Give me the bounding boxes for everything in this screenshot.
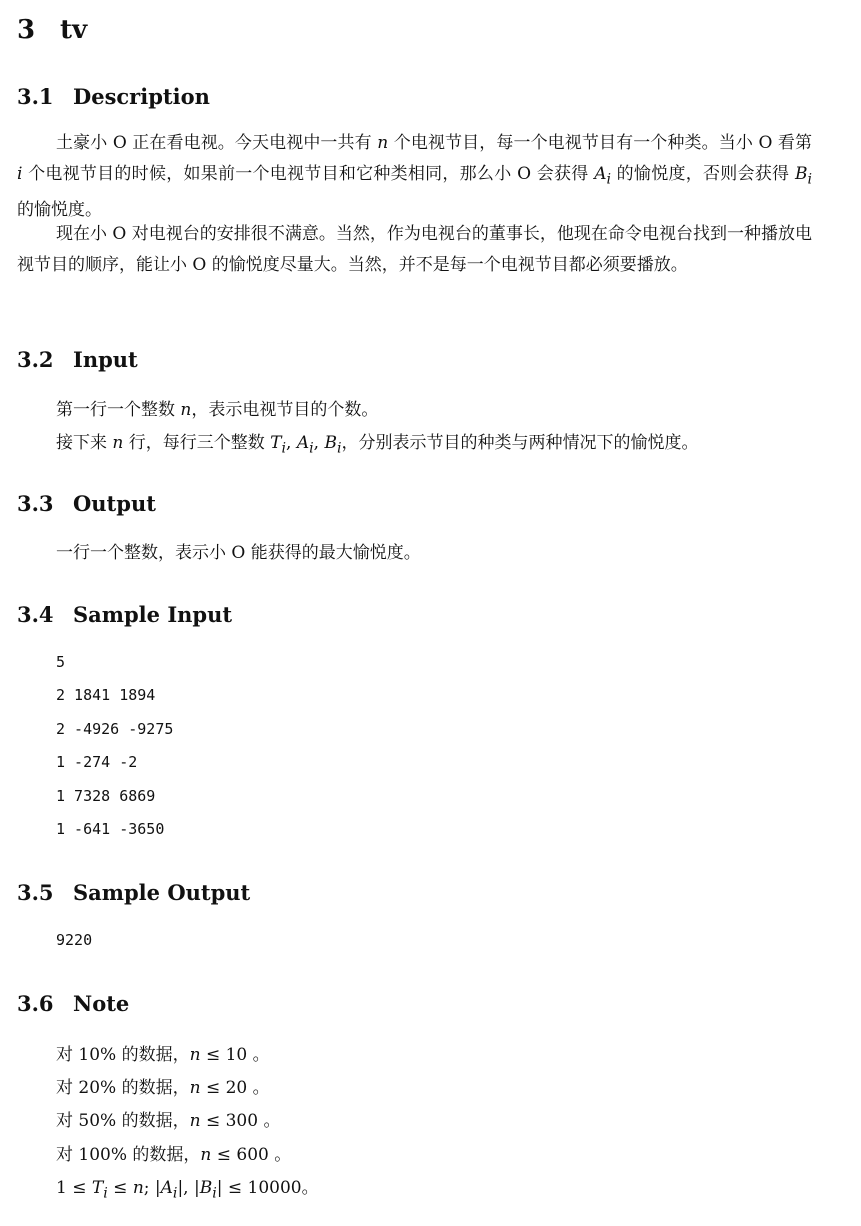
section-heading-output: 3.3 Output <box>17 491 156 516</box>
note-line-5: $1 \le T_i \le n$; $|A_i|$, $|B_i| \le 10000$。 <box>56 1178 319 1202</box>
sample-output-line: 9220 <box>56 931 93 949</box>
note-line-2: 对 20% 的数据，n ≤ 20 。 <box>56 1078 270 1098</box>
section-heading-description: 3.1 Description <box>17 84 210 109</box>
page-title <box>17 15 87 45</box>
description-paragraph-1: 土豪小 O 正在看电视。今天电视中一共有 n 个电视节目，每一个电视节目有一个种类。当小 O 看第 i 个电视节目的时候，如果前一个电视节目和它种类相同，那么小 O 会获得 $A_i$ 的愉悦度，否则会获得 $B_i$ 的愉悦度。 <box>17 133 812 221</box>
output-description: 一行一个整数，表示小 O 能获得的最大愉悦度。 <box>56 543 421 563</box>
sample-input-line: 1 7328 6869 <box>56 787 156 805</box>
title-text: tv <box>60 15 88 45</box>
sample-input-line: 1 -641 -3650 <box>56 820 165 838</box>
note-line-1: 对 10% 的数据，n ≤ 10 。 <box>56 1045 270 1065</box>
section-heading-sample-output: 3.5 Sample Output <box>17 880 251 905</box>
section-heading-note: 3.6 Note <box>17 991 130 1016</box>
sample-input-line: 2 1841 1894 <box>56 686 156 704</box>
note-line-3: 对 50% 的数据，n ≤ 300 。 <box>56 1111 281 1131</box>
section-heading-input: 3.2 Input <box>17 347 138 372</box>
description-paragraph-2: 现在小 O 对电视台的安排很不满意。当然，作为电视台的董事长，他现在命令电视台找到一种播放电视节目的顺序，能让小 O 的愉悦度尽量大。当然，并不是每一个电视节目都必须要播放。 <box>17 224 812 275</box>
sample-input-line: 2 -4926 -9275 <box>56 720 174 738</box>
input-line-2: 接下来 n 行，每行三个整数 $T_i$, $A_i$, $B_i$，分别表示节目的种类与两种情况下的愉悦度。 <box>56 433 699 457</box>
sample-input-line: 1 -274 -2 <box>56 753 138 771</box>
note-line-4: 对 100% 的数据，n ≤ 600 。 <box>56 1145 292 1165</box>
input-line-1: 第一行一个整数 n，表示电视节目的个数。 <box>56 400 379 420</box>
title-number: 3 <box>17 15 36 45</box>
sample-input-line: 5 <box>56 653 66 671</box>
section-heading-sample-input: 3.4 Sample Input <box>17 602 233 627</box>
